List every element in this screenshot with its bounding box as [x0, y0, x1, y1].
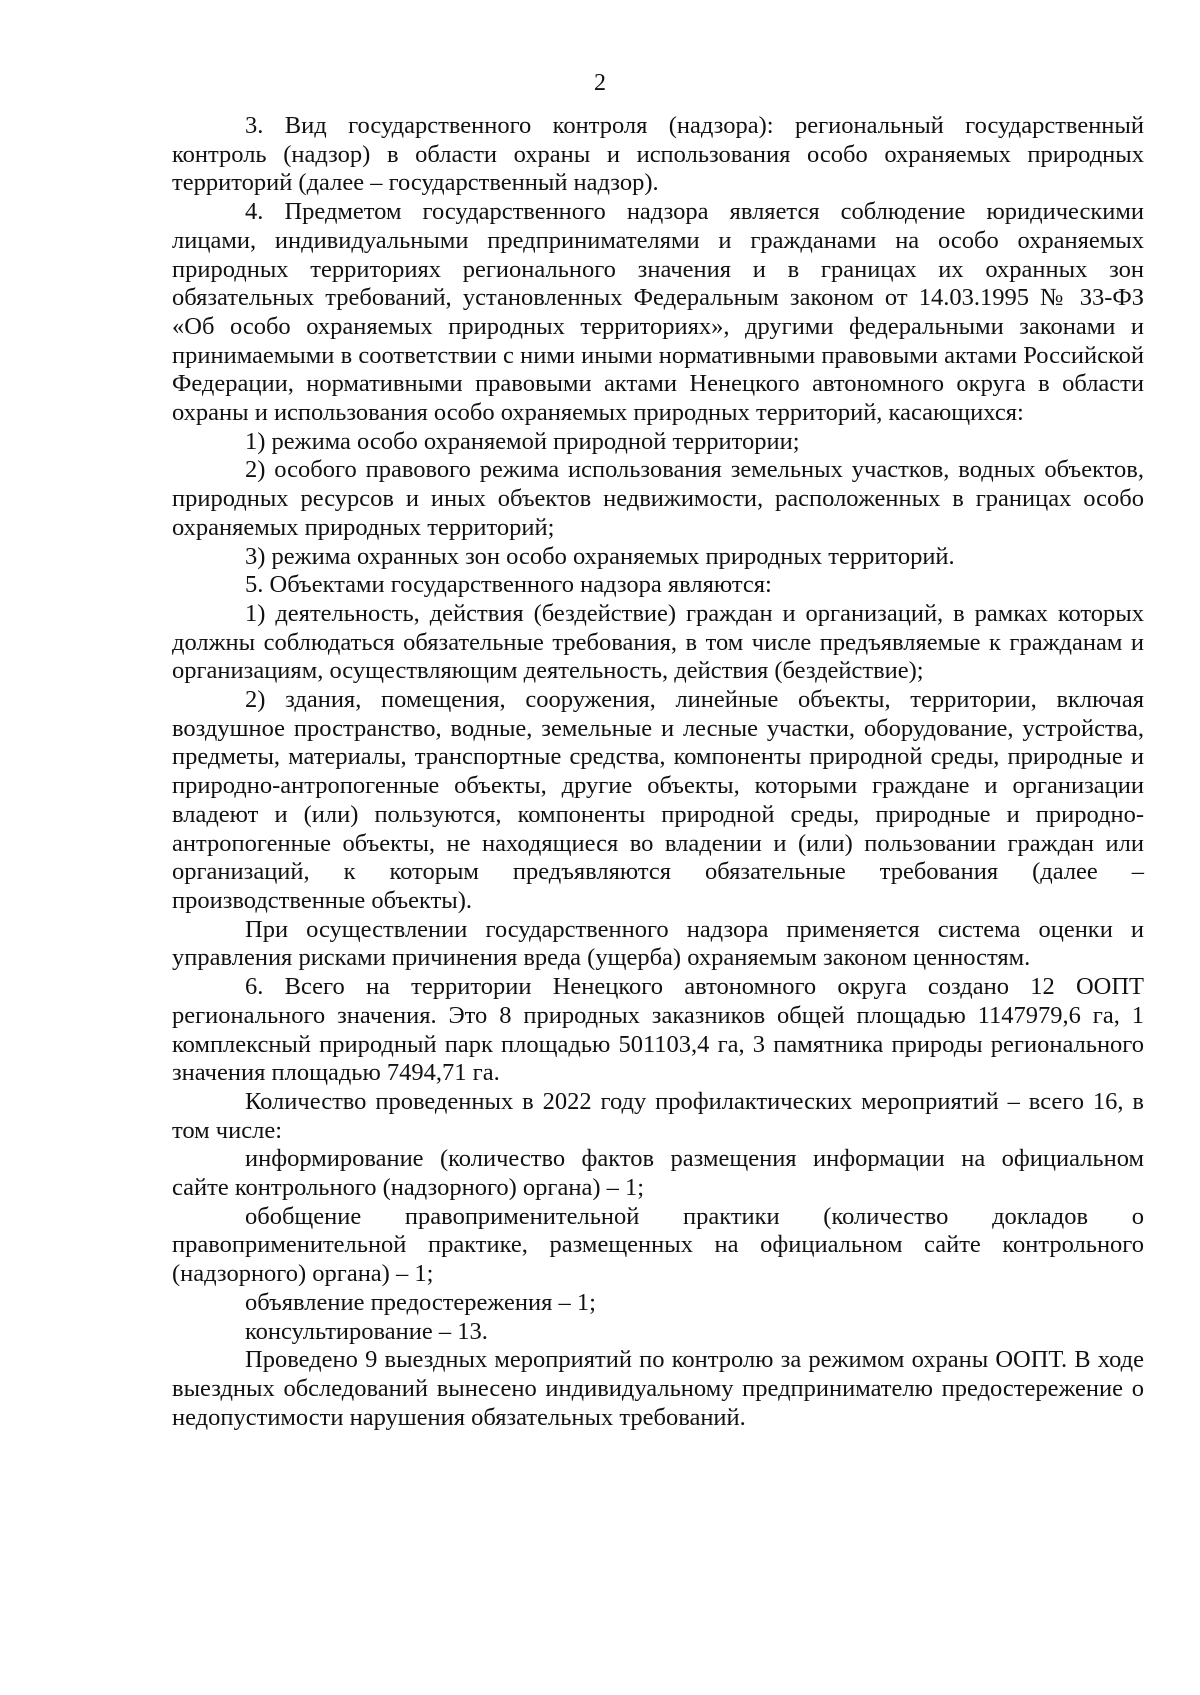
- paragraph-field-inspections: Проведено 9 выездных мероприятий по контролю за режимом охраны ООПТ. В ходе выездных обследований вынесено индивидуальному предпринимателю предостережение о недопустимости нарушения обязательных требований.: [172, 1346, 1144, 1431]
- prevention-item-consulting: консультирование – 13.: [245, 1317, 488, 1345]
- paragraph-6-territories: 6. Всего на территории Ненецкого автономного округа создано 12 ООПТ регионального значения. Это 8 природных заказников общей площадью 1147979,6 га, 1 комплексный природный парк площадью 501103,4 га, 3 памятника природы регионального значения площадью 7494,71 га.: [172, 973, 1144, 1087]
- paragraph-risk-system: При осуществлении государственного надзора применяется система оценки и управления рисками причинения вреда (ущерба) охраняемым законом ценностям.: [172, 915, 1144, 972]
- paragraph-prevention-count: Количество проведенных в 2022 году профилактических мероприятий – всего 16, в том числе:: [172, 1087, 1144, 1144]
- list-item-4-1: 1) режима особо охраняемой природной территории;: [245, 427, 800, 455]
- page-number: 2: [594, 70, 606, 96]
- list-item-5-1: 1) деятельность, действия (бездействие) граждан и организаций, в рамках которых должны соблюдаться обязательные требования, в том числе предъявляемые к гражданам и организациям, осуществляющим деятельность, действия (бездействие);: [172, 599, 1144, 685]
- paragraph-5-objects: 5. Объектами государственного надзора являются:: [245, 571, 772, 599]
- prevention-item-generalization: обобщение правоприменительной практики (количество докладов о правоприменительной практике, размещенных на официальном сайте контрольного (надзорного) органа) – 1;: [172, 1202, 1144, 1288]
- list-item-4-2: 2) особого правового режима использования земельных участков, водных объектов, природных ресурсов и иных объектов недвижимости, расположенных в границах особо охраняемых природных территорий;: [172, 456, 1144, 541]
- paragraph-4-subject: 4. Предметом государственного надзора является соблюдение юридическими лицами, индивидуальными предпринимателями и гражданами на особо охраняемых природных территориях регионального значения и в границах их охранных зон обязательных требований, установленных Федеральным законом от 14.03.1995 № 33-ФЗ «Об особо охраняемых природных территориях», другими федеральными законами и принимаемыми в соответствии с ними иными нормативными правовыми актами Российской Федерации, нормативными правовыми актами Ненецкого автономного округа в области охраны и использования особо охраняемых природных территорий, касающихся:: [172, 198, 1144, 427]
- document-body: [172, 112, 1144, 1432]
- list-item-4-3: 3) режима охранных зон особо охраняемых природных территорий.: [245, 542, 955, 570]
- list-item-5-2: 2) здания, помещения, сооружения, линейные объекты, территории, включая воздушное пространство, водные, земельные и лесные участки, оборудование, устройства, предметы, материалы, транспортные средства, компоненты природной среды, природные и природно-антропогенные объекты, другие объекты, которыми граждане и организации владеют и (или) пользуются, компоненты природной среды, природные и природно-антропогенные объекты, не находящиеся во владении и (или) пользовании граждан или организаций, к которым предъявляются обязательные требования (далее – производственные объекты).: [172, 686, 1144, 914]
- paragraph-3-control-type: 3. Вид государственного контроля (надзора): региональный государственный контроль (надзор) в области охраны и использования особо охраняемых природных территорий (далее – государственный надзор).: [172, 112, 1144, 197]
- prevention-item-warning: объявление предостережения – 1;: [245, 1288, 596, 1316]
- prevention-item-informing: информирование (количество фактов размещения информации на официальном сайте контрольного (надзорного) органа) – 1;: [172, 1145, 1144, 1202]
